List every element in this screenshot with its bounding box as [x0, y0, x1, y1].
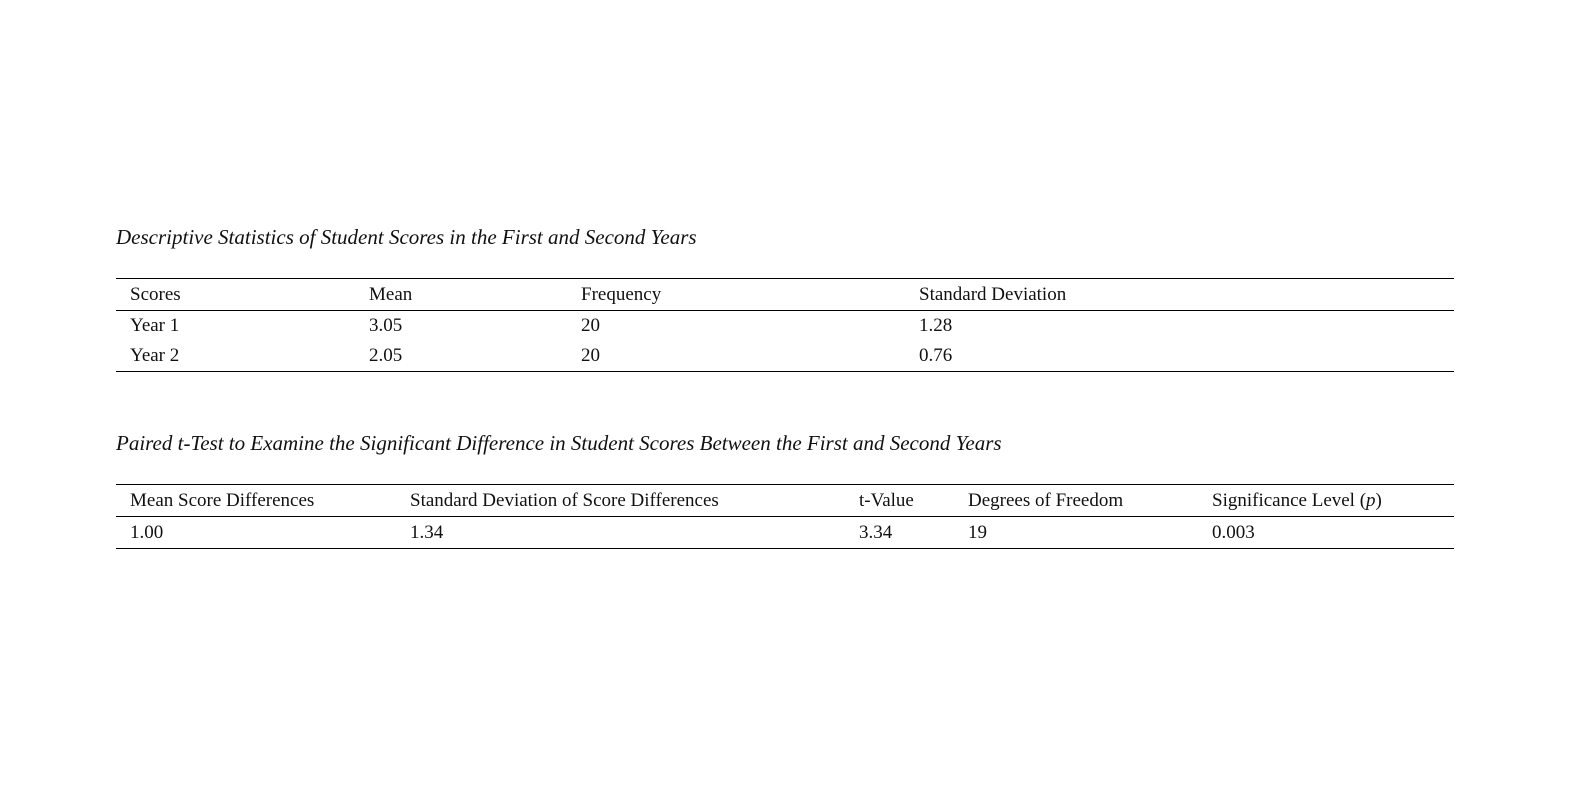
table2-caption: Paired t-Test to Examine the Significant Difference in Student Scores Between the First and Second Years [116, 431, 1002, 455]
table-cell: 0.003 [1198, 517, 1454, 549]
table-cell: 20 [567, 341, 905, 372]
table-cell: 1.00 [116, 517, 396, 549]
table-row [116, 341, 1454, 372]
table-cell: 19 [954, 517, 1198, 549]
table-cell: 3.05 [369, 315, 403, 336]
table-cell: 3.34 [845, 517, 954, 549]
paired-t-test-table [116, 484, 1454, 549]
significance-label-close: ) [1375, 489, 1382, 511]
table-cell: 20 [581, 315, 600, 336]
table-cell: 2.05 [355, 341, 567, 372]
column-header-sd-score-differences: Standard Deviation of Score Differences [396, 485, 845, 517]
table-cell: 1.34 [396, 517, 845, 549]
table-cell: 1.28 [919, 315, 953, 336]
table-header-row [116, 485, 1454, 517]
table-cell: 0.76 [905, 341, 1454, 372]
column-header-t-value: t-Value [845, 485, 954, 517]
descriptive-statistics-table [116, 278, 1454, 372]
table-header-row [116, 279, 1454, 311]
column-header-standard-deviation: Standard Deviation [905, 279, 1454, 311]
column-header-scores: Scores [116, 279, 355, 311]
table-cell: Year 1 [130, 315, 180, 336]
significance-label: Significance Level ( [1212, 489, 1367, 511]
column-header-mean-score-differences: Mean Score Differences [116, 485, 396, 517]
p-variable: p [1366, 489, 1376, 511]
table1-caption: Descriptive Statistics of Student Scores in the First and Second Years [116, 225, 697, 249]
column-header-significance-level [1198, 485, 1454, 517]
column-header-mean: Mean [355, 279, 567, 311]
table-row [116, 517, 1454, 549]
column-header-frequency: Frequency [567, 279, 905, 311]
table-row [116, 311, 1454, 342]
table-cell: Year 2 [116, 341, 355, 372]
column-header-degrees-of-freedom: Degrees of Freedom [954, 485, 1198, 517]
